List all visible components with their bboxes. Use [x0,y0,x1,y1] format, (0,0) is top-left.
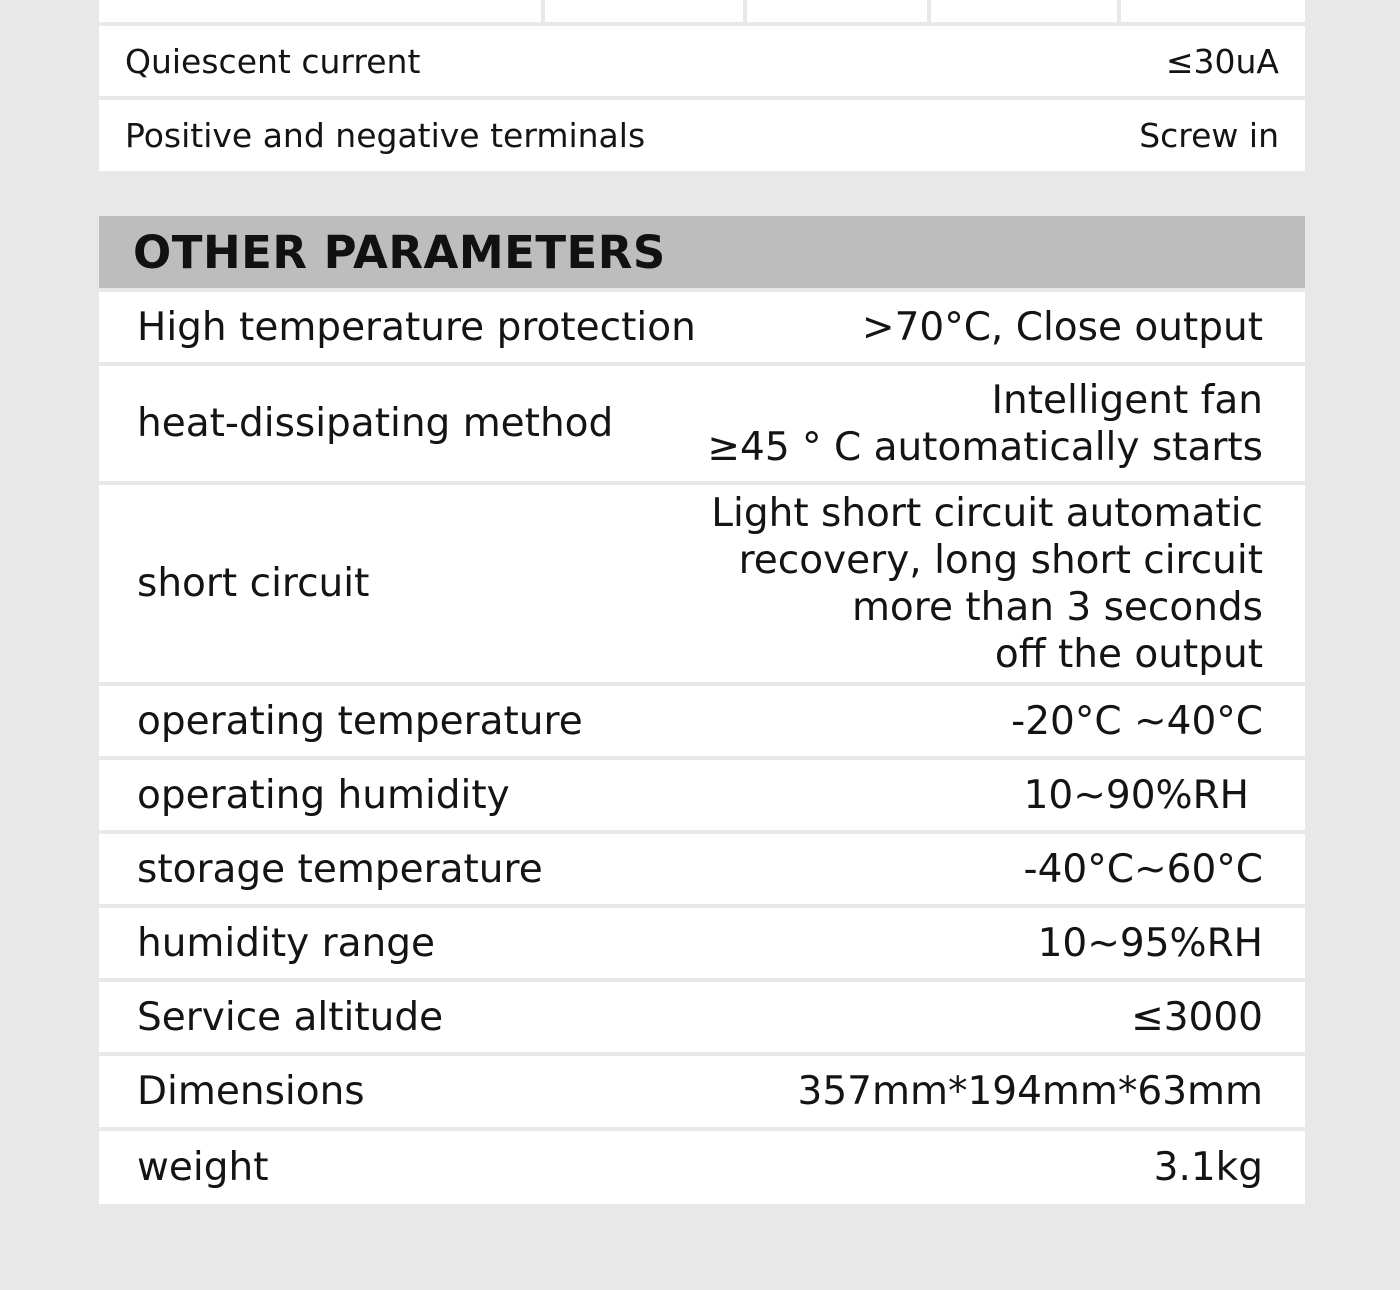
table-row [99,366,1305,481]
row-value: ≤30uA [1165,41,1279,81]
row-label: Quiescent current [125,41,421,81]
row-label: Service altitude [137,994,444,1040]
row-label: operating temperature [137,698,583,744]
row-value: Screw in [1139,116,1279,155]
cut-off-cell [931,0,1117,22]
table-row [99,1056,1305,1127]
row-value: -40°C~60°C [1023,846,1263,892]
spec-table-continued [99,0,1305,171]
table-row [99,1131,1305,1204]
row-label: High temperature protection [137,304,696,350]
row-value: 3.1kg [1153,1145,1263,1190]
table-row [99,292,1305,362]
section-title: OTHER PARAMETERS [133,225,666,279]
row-value: Light short circuit automatic recovery, long short circuit more than 3 seconds off the output [711,490,1263,677]
table-row [99,686,1305,756]
cut-off-cell [99,0,541,22]
row-label: Positive and negative terminals [125,116,646,155]
row-value: -20°C ~40°C [1011,698,1263,744]
row-label: humidity range [137,920,436,966]
row-value: ≤3000 [1131,994,1263,1040]
table-row [99,908,1305,978]
row-value: 10~90%RH [1023,772,1249,818]
table-row [99,100,1305,171]
section-header [99,216,1305,288]
row-value: >70°C, Close output [861,304,1263,350]
row-label: storage temperature [137,846,543,892]
other-parameters-table [99,216,1305,1206]
cut-off-cell [545,0,743,22]
cut-off-cell [1121,0,1305,22]
table-row [99,760,1305,830]
row-label: operating humidity [137,772,510,818]
row-value: Intelligent fan ≥45 ° C automatically starts [707,377,1263,470]
table-row [99,834,1305,904]
row-label: weight [137,1145,269,1190]
row-label: short circuit [137,561,370,606]
table-row [99,485,1305,682]
row-value: 357mm*194mm*63mm [797,1069,1263,1114]
table-row [99,982,1305,1052]
row-value: 10~95%RH [1037,920,1263,966]
row-label: Dimensions [137,1069,365,1114]
row-label: heat-dissipating method [137,401,614,446]
table-row [99,26,1305,96]
cut-off-cell [747,0,927,22]
